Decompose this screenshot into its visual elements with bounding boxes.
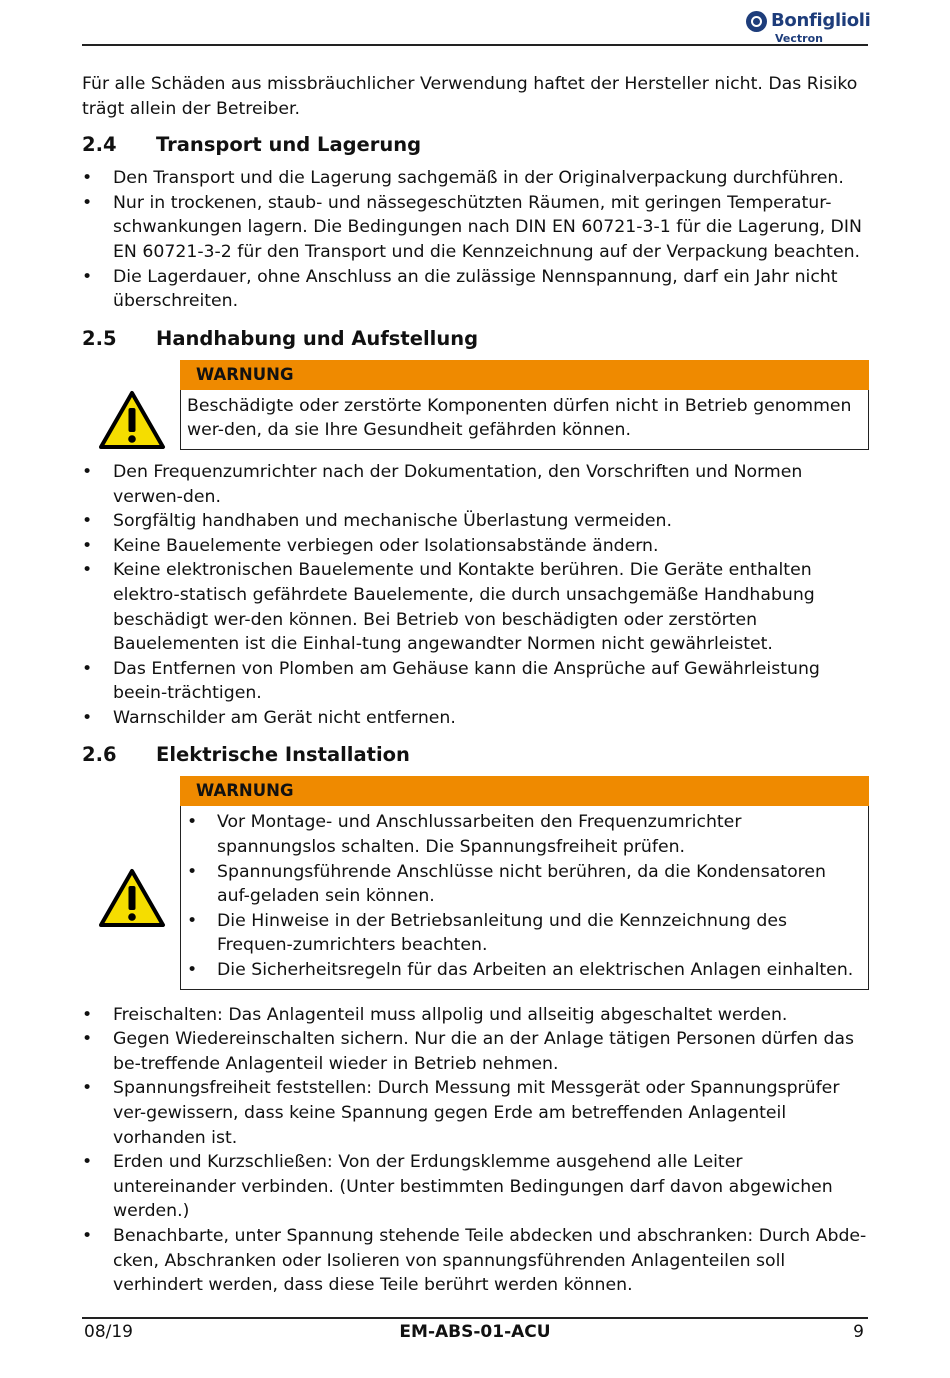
brand-logo-icon (746, 11, 767, 32)
warning-bullet-list (187, 810, 862, 982)
section-number: 2.5 (82, 326, 117, 350)
list-item: • Keine Bauelemente verbiegen oder Isolationsabstände ändern. (82, 534, 869, 559)
footer-date: 08/19 (84, 1322, 133, 1342)
section-heading-2-5 (82, 327, 869, 351)
section-title: Transport und Lagerung (156, 133, 422, 157)
bullet-list-electrical (82, 1003, 869, 1298)
warning-box-electrical (180, 776, 869, 989)
warning-list-item: • Spannungsführende Anschlüsse nicht berühren, da die Kondensatoren auf-geladen sein können. (187, 860, 862, 909)
brand-subname: Vectron (775, 32, 823, 45)
list-item: • Spannungsfreiheit feststellen: Durch Messung mit Messgerät oder Spannungsprüfer ver-gewissern, dass keine Spannung gegen Erde am betreffenden Anlagenteil vorhanden ist. (82, 1076, 869, 1150)
list-item: • Den Transport und die Lagerung sachgemäß in der Originalverpackung durchführen. (82, 166, 869, 191)
list-item: • Freischalten: Das Anlagenteil muss allpolig und allseitig abgeschaltet werden. (82, 1003, 869, 1028)
brand-name: Bonfiglioli (771, 10, 871, 31)
page-content (82, 72, 869, 1298)
list-item: • Nur in trockenen, staub- und nässegeschützten Räumen, mit geringen Temperatur-schwankungen lagern. Die Bedingungen nach DIN EN 60721-3-1 für die Lagerung, DIN EN 60721-3-2 für den Transport und die Kennzeichnung auf der Verpackung beachten. (82, 191, 869, 265)
footer (82, 1320, 868, 1344)
list-item: • Erden und Kurzschließen: Von der Erdungsklemme ausgehend alle Leiter untereinander verbinden. (Unter bestimmten Bedingungen darf davon abgewichen werden.) (82, 1150, 869, 1224)
footer-rule (82, 1317, 868, 1319)
warning-label: WARNUNG (180, 776, 869, 806)
warning-label: WARNUNG (180, 360, 869, 390)
bullet-list-transport (82, 166, 869, 314)
bullet-list-handling (82, 460, 869, 731)
warning-list-item: • Vor Montage- und Anschlussarbeiten den Frequenzumrichter spannungslos schalten. Die Spannungsfreiheit prüfen. (187, 810, 862, 859)
warning-box-handling (180, 360, 869, 450)
warning-list-body (180, 806, 869, 989)
list-item: • Den Frequenzumrichter nach der Dokumentation, den Vorschriften und Normen verwen-den. (82, 460, 869, 509)
section-number: 2.4 (82, 133, 117, 157)
warning-list-item: • Die Hinweise in der Betriebsanleitung und die Kennzeichnung des Frequen-zumrichters beachten. (187, 909, 862, 958)
footer-page-number: 9 (853, 1322, 864, 1342)
header-rule (82, 44, 868, 46)
list-item: • Gegen Wiedereinschalten sichern. Nur die an der Anlage tätigen Personen dürfen das be-treffende Anlagenteil wieder in Betrieb nehmen. (82, 1027, 869, 1076)
list-item: • Sorgfältig handhaben und mechanische Überlastung vermeiden. (82, 509, 869, 534)
section-heading-2-6 (82, 743, 869, 767)
list-item: • Die Lagerdauer, ohne Anschluss an die zulässige Nennspannung, darf ein Jahr nicht überschreiten. (82, 265, 869, 314)
section-heading-2-4 (82, 133, 869, 157)
list-item: • Benachbarte, unter Spannung stehende Teile abdecken und abschranken: Durch Abde-cken, Abschranken oder Isolieren von spannungsführenden Anlagenteilen soll verhindert werden, dass diese Teile berührt werden können. (82, 1224, 869, 1298)
list-item: • Warnschilder am Gerät nicht entfernen. (82, 706, 869, 731)
list-item: • Das Entfernen von Plomben am Gehäuse kann die Ansprüche auf Gewährleistung beein-trächtigen. (82, 657, 869, 706)
footer-doc-id: EM-ABS-01-ACU (399, 1322, 551, 1342)
section-number: 2.6 (82, 743, 117, 767)
warning-list-item: • Die Sicherheitsregeln für das Arbeiten an elektrischen Anlagen einhalten. (187, 958, 862, 983)
section-title: Handhabung und Aufstellung (156, 326, 479, 350)
warning-triangle-icon (98, 868, 166, 928)
warning-triangle-icon (98, 390, 166, 450)
warning-text: Beschädigte oder zerstörte Komponenten dürfen nicht in Betrieb genommen wer-den, da sie Ihre Gesundheit gefährden können. (180, 390, 869, 450)
intro-paragraph: Für alle Schäden aus missbräuchlicher Verwendung haftet der Hersteller nicht. Das Risiko trägt allein der Betreiber. (82, 74, 858, 119)
brand-logo (746, 8, 871, 45)
section-title: Elektrische Installation (156, 743, 410, 767)
list-item: • Keine elektronischen Bauelemente und Kontakte berühren. Die Geräte enthalten elektro-statisch gefährdete Bauelemente, die durch unsachgemäße Handhabung beschädigt wer-den können. Bei Betrieb von beschädigten oder zerstörten Bauelementen ist die Einhal-tung angewandter Normen nicht gewährleistet. (82, 558, 869, 656)
